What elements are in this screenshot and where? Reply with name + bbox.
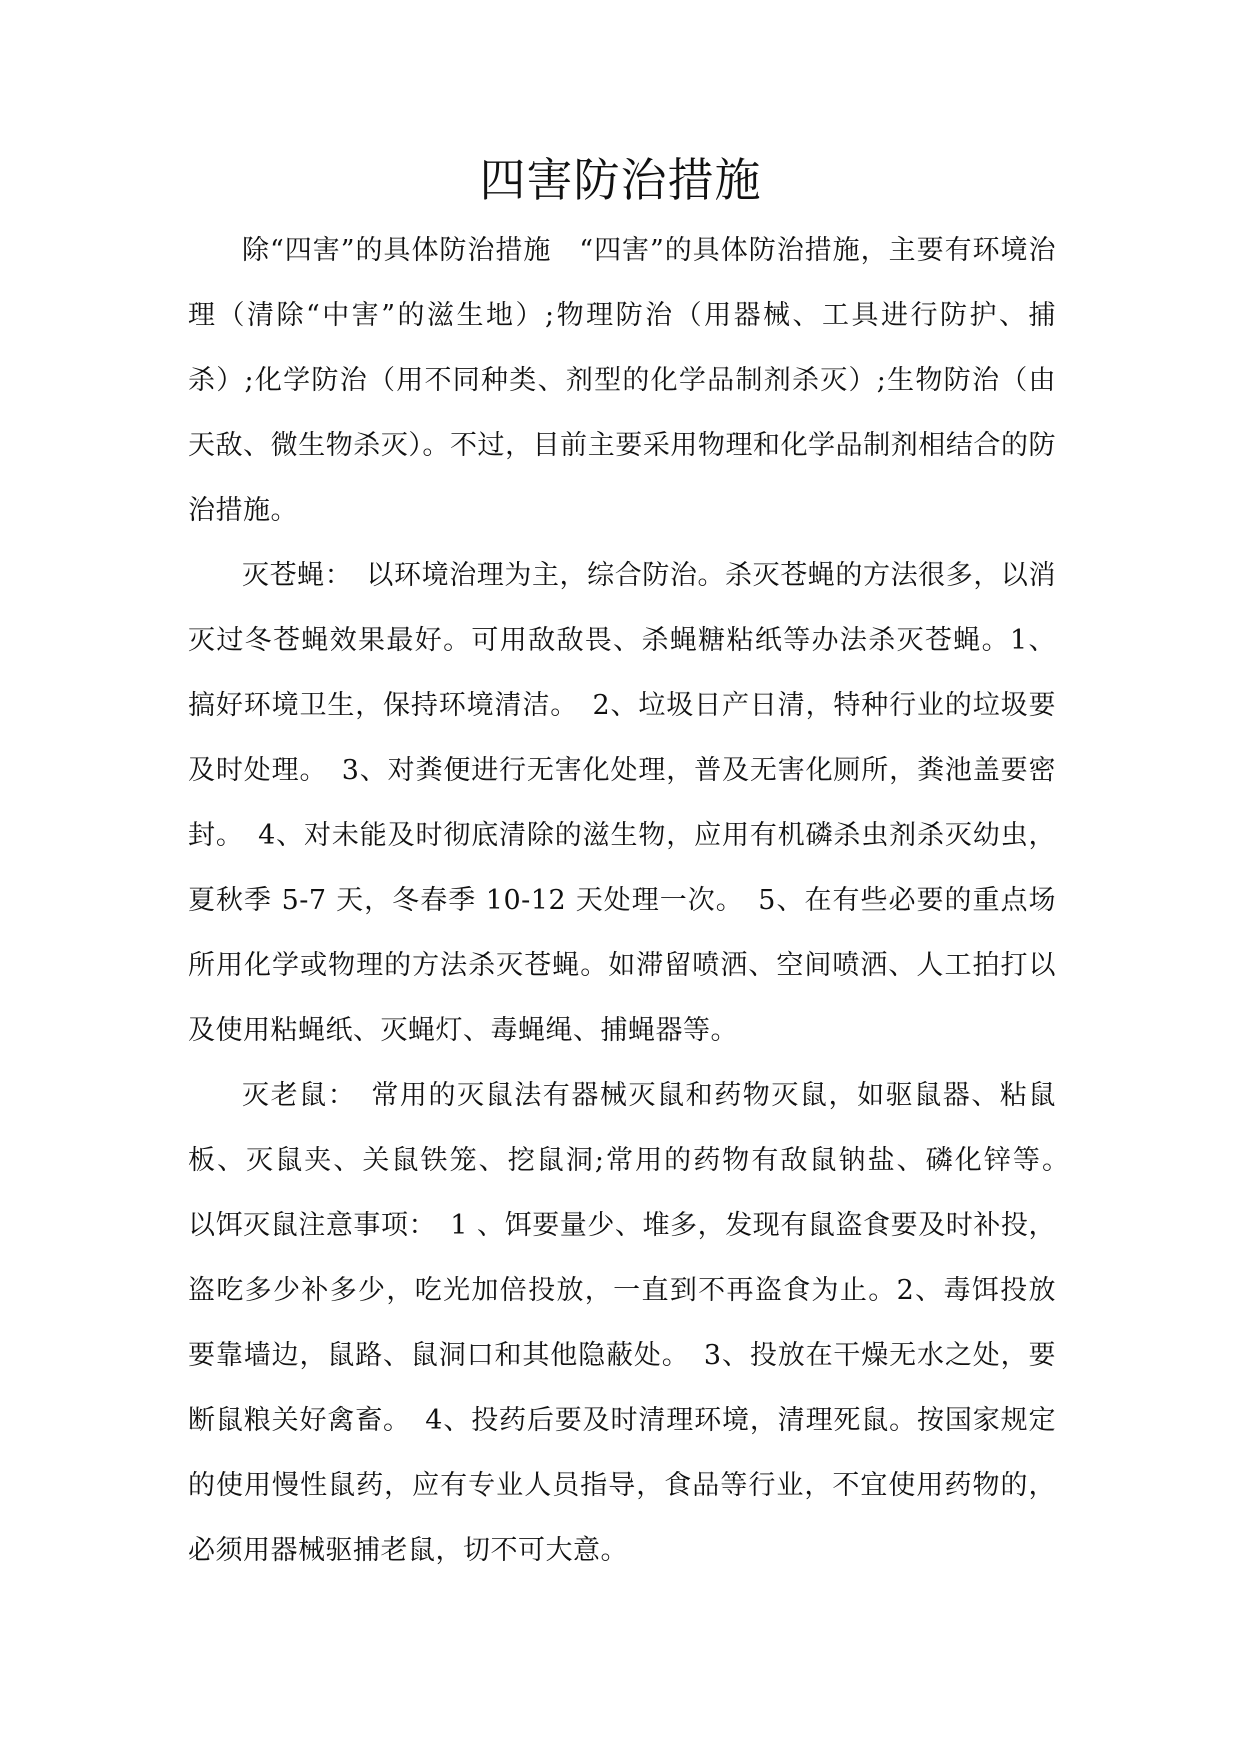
paragraph-rats: 灭老鼠： 常用的灭鼠法有器械灭鼠和药物灭鼠，如驱鼠器、粘鼠板、灭鼠夹、关鼠铁笼、挖鼠洞;常用的药物有敌鼠钠盐、磷化锌等。 以饵灭鼠注意事项： 1 、饵要量少、堆多，发现有鼠盗食要及时补投，盗吃多少补多少，吃光加倍投放，一直到不再盗食为止。2、毒饵投放要靠墙边，鼠路、鼠洞口和其他隐蔽处。 3、投放在干燥无水之处，要断鼠粮关好禽畜。 4、投药后要及时清理环境，清理死鼠。按国家规定的使用慢性鼠药，应有专业人员指导，食品等行业，不宜使用药物的，必须用器械驱捕老鼠，切不可大意。 (188, 1080, 1084, 1566)
document-body (188, 218, 1084, 1583)
document-title: 四害防治措施 (479, 153, 762, 207)
paragraph-intro: 除“四害”的具体防治措施 “四害”的具体防治措施，主要有环境治理（清除“中害”的滋生地）;物理防治（用器械、工具进行防护、捕杀）;化学防治（用不同种类、剂型的化学品制剂杀灭）;生物防治（由天敌、微生物杀灭）。不过，目前主要采用物理和化学品制剂相结合的防治措施。 (188, 235, 1056, 526)
paragraph-flies: 灭苍蝇： 以环境治理为主，综合防治。杀灭苍蝇的方法很多，以消灭过冬苍蝇效果最好。可用敌敌畏、杀蝇糖粘纸等办法杀灭苍蝇。1、搞好环境卫生，保持环境清洁。 2、垃圾日产日清，特种行业的垃圾要及时处理。 3、对粪便进行无害化处理，普及无害化厕所，粪池盖要密封。 4、对未能及时彻底清除的滋生物，应用有机磷杀虫剂杀灭幼虫，夏秋季 5-7 天，冬春季 10-12 天处理一次。 5、在有些必要的重点场所用化学或物理的方法杀灭苍蝇。如滞留喷洒、空间喷洒、人工拍打以及使用粘蝇纸、灭蝇灯、毒蝇绳、捕蝇器等。 (188, 560, 1056, 1046)
